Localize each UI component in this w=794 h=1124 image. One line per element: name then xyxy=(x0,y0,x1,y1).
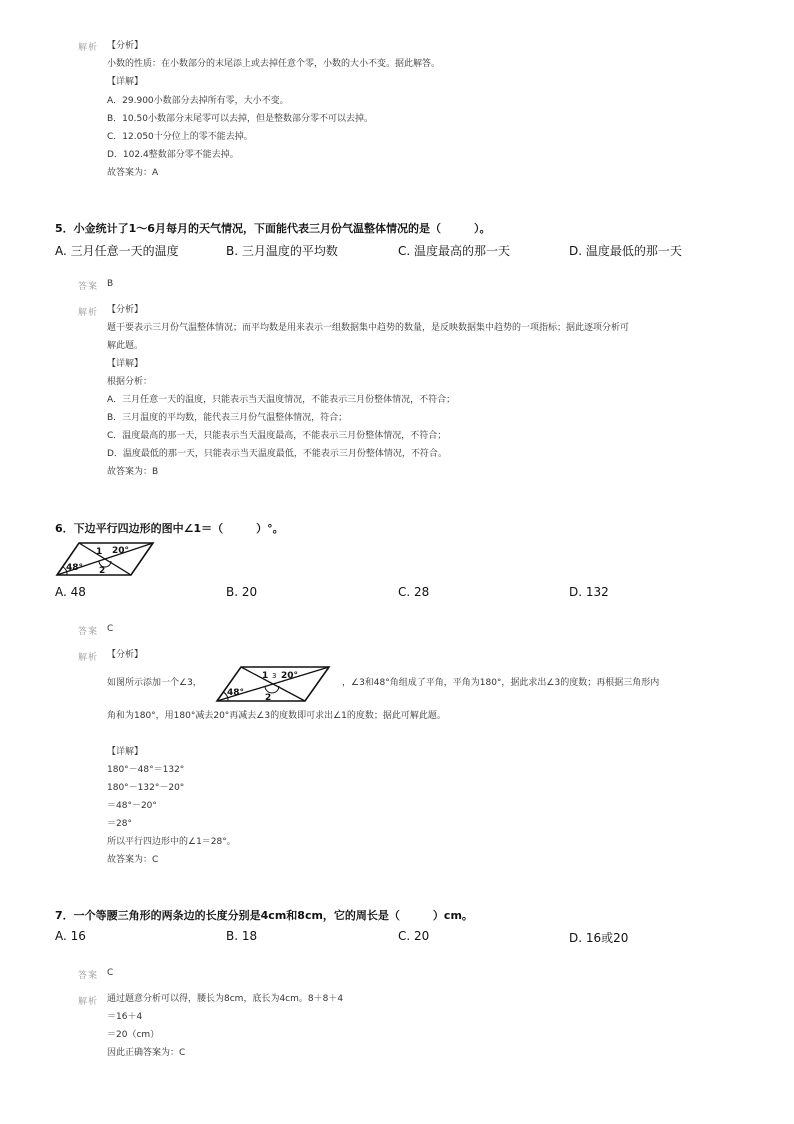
analysis-label: 解析 xyxy=(78,308,99,318)
q5-answer: B xyxy=(107,279,114,289)
detail-line: 180°－48°＝132° xyxy=(107,765,185,775)
q5-option-c: C. 温度最高的那一天 xyxy=(398,244,511,258)
parallelogram-figure-annotated xyxy=(214,664,332,704)
analysis-line: A．三月任意一天的温度，只能表示当天温度情况，不能表示三月份整体情况，不符合； xyxy=(107,395,456,405)
angle-1-label: 1 xyxy=(96,547,103,557)
angle-2-label: 2 xyxy=(265,693,272,703)
angle-1-label: 1 xyxy=(262,671,269,681)
q7-option-c: C. 20 xyxy=(398,929,430,943)
analysis-line: 【详解】 xyxy=(107,359,144,369)
analysis-line: 【详解】 xyxy=(107,77,144,87)
analysis-line: D．102.4整数部分零不能去掉。 xyxy=(107,150,239,160)
q6-option-a: A. 48 xyxy=(55,585,86,599)
q7-answer: C xyxy=(107,968,114,978)
angle-48-label: 48° xyxy=(66,563,84,573)
angle-20-label: 20° xyxy=(281,671,299,681)
q5-option-b: B. 三月温度的平均数 xyxy=(226,244,338,258)
detail-line: ＝28° xyxy=(107,819,132,829)
angle-20-label: 20° xyxy=(112,546,130,556)
analysis-line: A．29.900小数部分去掉所有零，大小不变。 xyxy=(107,96,289,106)
analysis-line: B．10.50小数部分末尾零可以去掉，但是整数部分零不可以去掉。 xyxy=(107,114,373,124)
q6-option-b: B. 20 xyxy=(226,585,258,599)
analysis-line: C．12.050十分位上的零不能去掉。 xyxy=(107,132,253,142)
q5-option-d: D. 温度最低的那一天 xyxy=(569,244,682,258)
answer-label: 答案 xyxy=(78,627,99,637)
analysis-line: ＝20（cm） xyxy=(107,1030,160,1040)
question-5-stem: 5．小金统计了1～6月每月的天气情况，下面能代表三月份气温整体情况的是（ ）。 xyxy=(55,222,491,235)
analysis-line: 如图所示添加一个∠3， xyxy=(107,678,202,688)
analysis-line: B．三月温度的平均数，能代表三月份气温整体情况，符合； xyxy=(107,413,348,423)
analysis-line: 【分析】 xyxy=(107,650,144,660)
answer-label: 答案 xyxy=(78,971,99,981)
analysis-line: 根据分析： xyxy=(107,377,153,387)
analysis-line: ，∠3和48°角组成了平角，平角为180°，据此求出∠3的度数；再根据三角形内 xyxy=(342,678,660,688)
analysis-line: 【分析】 xyxy=(107,41,144,51)
analysis-line: 通过题意分析可以得，腰长为8cm，底长为4cm。8＋8＋4 xyxy=(107,994,344,1004)
analysis-line: 小数的性质：在小数部分的末尾添上或去掉任意个零，小数的大小不变。据此解答。 xyxy=(107,59,441,69)
q6-option-c: C. 28 xyxy=(398,585,430,599)
analysis-line: 【分析】 xyxy=(107,305,144,315)
analysis-line: 故答案为：A xyxy=(107,168,159,178)
analysis-line: 故答案为：B xyxy=(107,467,159,477)
q7-option-a: A. 16 xyxy=(55,929,86,943)
detail-line: 故答案为：C xyxy=(107,855,159,865)
analysis-line: 角和为180°，用180°减去20°再减去∠3的度数即可求出∠1的度数；据此可解此题。 xyxy=(107,711,446,721)
angle-2-label: 2 xyxy=(99,566,106,576)
analysis-line: D．温度最低的那一天，只能表示当天温度最低，不能表示三月份整体情况，不符合。 xyxy=(107,449,447,459)
analysis-line: 题干要表示三月份气温整体情况；而平均数是用来表示一组数据集中趋势的数量，是反映数据集中趋势的一项指标；据此逐项分析可 xyxy=(107,323,630,333)
analysis-line: C．温度最高的那一天，只能表示当天温度最高，不能表示三月份整体情况，不符合； xyxy=(107,431,447,441)
question-6-stem: 6．下边平行四边形的图中∠1＝（ ）°。 xyxy=(55,522,284,535)
question-7-stem: 7．一个等腰三角形的两条边的长度分别是4cm和8cm，它的周长是（ ）cm。 xyxy=(55,909,473,922)
q6-option-d: D. 132 xyxy=(569,585,609,599)
q6-answer: C xyxy=(107,624,114,634)
q5-option-a: A. 三月任意一天的温度 xyxy=(55,244,179,258)
answer-label: 答案 xyxy=(78,282,99,292)
analysis-label: 解析 xyxy=(78,43,99,53)
q7-option-d: D. 16或20 xyxy=(569,931,629,945)
detail-line: ＝48°－20° xyxy=(107,801,157,811)
analysis-line: 解此题。 xyxy=(107,341,144,351)
analysis-label: 解析 xyxy=(78,653,99,663)
analysis-label: 解析 xyxy=(78,997,99,1007)
parallelogram-figure xyxy=(55,540,155,578)
angle-48-label: 48° xyxy=(227,688,245,698)
q7-option-b: B. 18 xyxy=(226,929,258,943)
detail-line: 【详解】 xyxy=(107,747,144,757)
detail-line: 所以平行四边形中的∠1＝28°。 xyxy=(107,837,236,847)
analysis-line: ＝16＋4 xyxy=(107,1012,143,1022)
analysis-line: 因此正确答案为：C xyxy=(107,1048,186,1058)
angle-3-label: 3 xyxy=(272,672,277,680)
detail-line: 180°－132°－20° xyxy=(107,783,185,793)
